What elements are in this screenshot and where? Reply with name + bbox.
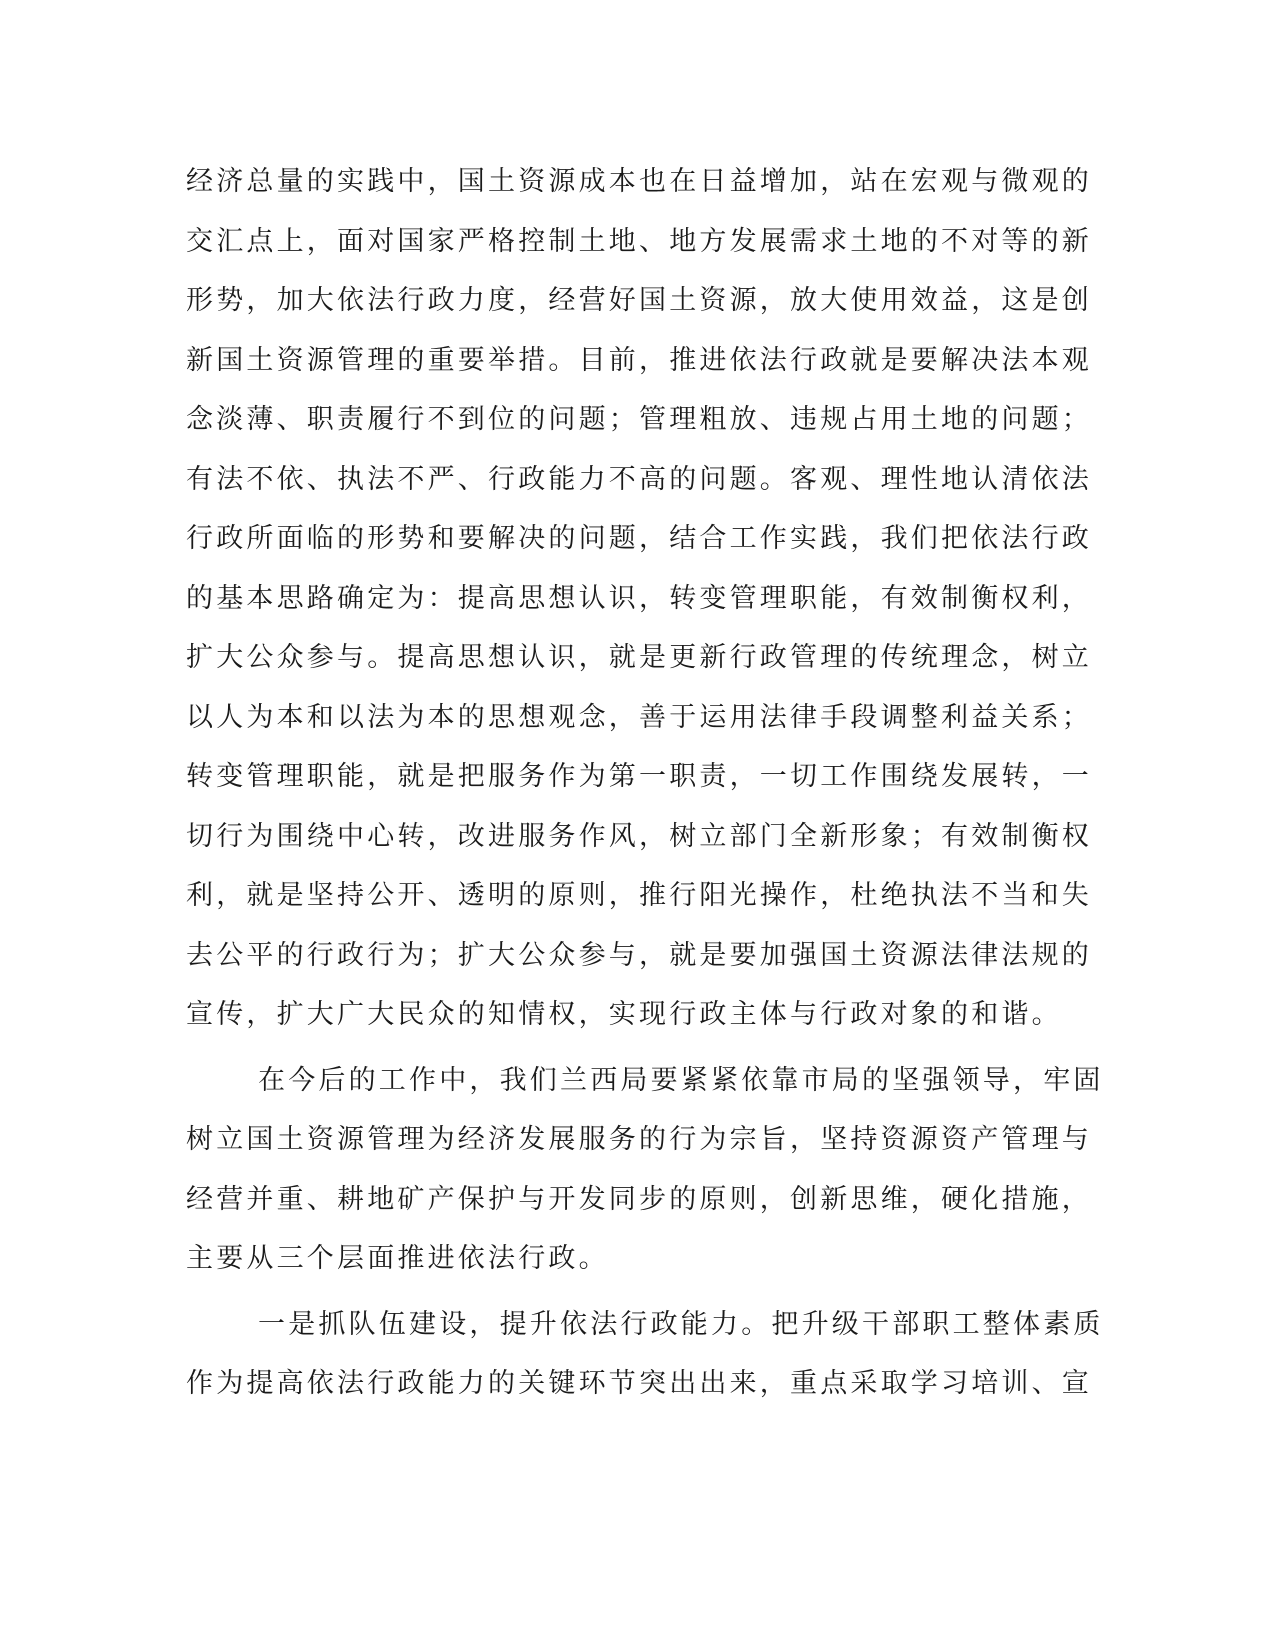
paragraph-2 (186, 1051, 1104, 1289)
text-line: 经营并重、耕地矿产保护与开发同步的原则，创新思维，硬化措施， (186, 1183, 1092, 1215)
text-line: 宣传，扩大广大民众的知情权，实现行政主体与行政对象的和谐。 (186, 999, 1062, 1030)
text-line: 树立国土资源管理为经济发展服务的行为宗旨，坚持资源资产管理与 (186, 1124, 1092, 1155)
text-line: 交汇点上，面对国家严格控制土地、地方发展需求土地的不对等的新 (186, 225, 1092, 257)
text-line: 去公平的行政行为；扩大公众参与，就是要加强国土资源法律法规的 (186, 939, 1092, 971)
text-line: 转变管理职能，就是把服务作为第一职责，一切工作围绕发展转，一 (186, 761, 1092, 792)
text-line: 念淡薄、职责履行不到位的问题；管理粗放、违规占用土地的问题； (186, 404, 1092, 435)
paragraph-3 (186, 1295, 1104, 1414)
text-line: 形势，加大依法行政力度，经营好国土资源，放大使用效益，这是创 (186, 285, 1092, 316)
text-line: 主要从三个层面推进依法行政。 (186, 1243, 609, 1274)
text-line: 扩大公众参与。提高思想认识，就是更新行政管理的传统理念，树立 (186, 642, 1092, 673)
text-line: 切行为围绕中心转，改进服务作风，树立部门全新形象；有效制衡权 (186, 820, 1092, 852)
text-line: 作为提高依法行政能力的关键环节突出出来，重点采取学习培训、宣 (186, 1368, 1092, 1399)
text-line-indented: 在今后的工作中，我们兰西局要紧紧依靠市局的坚强领导，牢固 (258, 1064, 1104, 1096)
text-line: 利，就是坚持公开、透明的原则，推行阳光操作，杜绝执法不当和失 (186, 880, 1092, 911)
text-line: 有法不依、执法不严、行政能力不高的问题。客观、理性地认清依法 (186, 463, 1092, 495)
body-text (186, 152, 1104, 1420)
text-line: 行政所面临的形势和要解决的问题，结合工作实践，我们把依法行政 (186, 523, 1092, 554)
text-line: 以人为本和以法为本的思想观念，善于运用法律手段调整利益关系； (186, 701, 1092, 733)
text-line: 新国土资源管理的重要举措。目前，推进依法行政就是要解决法本观 (186, 344, 1092, 376)
text-line-indented: 一是抓队伍建设，提升依法行政能力。把升级干部职工整体素质 (258, 1308, 1104, 1340)
text-line: 的基本思路确定为：提高思想认识，转变管理职能，有效制衡权利， (186, 582, 1092, 614)
text-line: 经济总量的实践中，国土资源成本也在日益增加，站在宏观与微观的 (186, 166, 1092, 197)
paragraph-1 (186, 152, 1092, 1045)
